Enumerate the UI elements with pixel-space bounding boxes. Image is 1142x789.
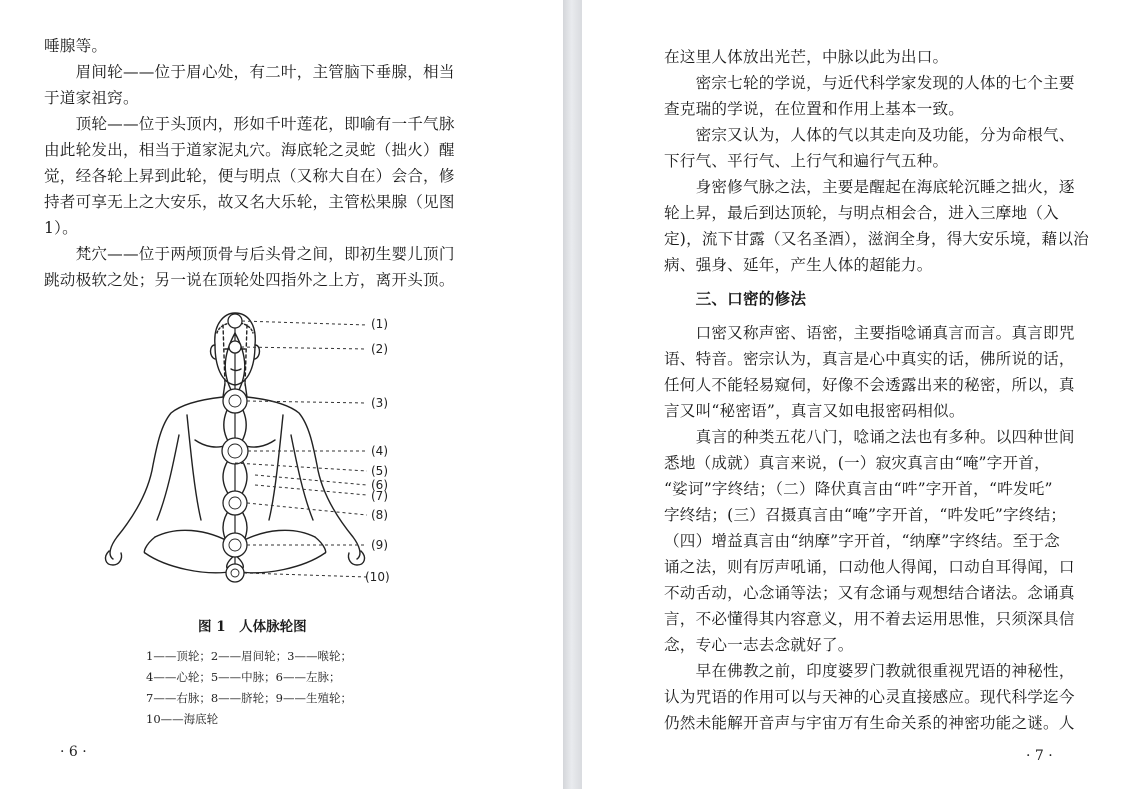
chakra-figure — [95, 305, 395, 595]
paragraph — [44, 59, 455, 111]
text-line: 持者可享无上之大安乐，故又名大乐轮，主管松果腺（见图 — [44, 193, 455, 211]
text-line: 眉间轮——位于眉心处，有二叶，主管脑下垂腺，相当 — [44, 63, 455, 81]
paragraph — [664, 320, 1075, 424]
page-number: · 7 · — [1026, 748, 1053, 764]
text-line: 顶轮——位于头顶内，形如千叶莲花，即喻有一千气脉 — [44, 115, 455, 133]
paragraph — [44, 241, 455, 293]
legend-row: 7——右脉；8——脐轮；9——生殖轮； — [146, 691, 352, 705]
figure-label: (1) — [371, 317, 388, 331]
paragraph — [664, 70, 1075, 122]
text-line: 言又叫“秘密语”，真言又如电报密码相似。 — [664, 402, 965, 420]
chakra-illustration — [95, 305, 395, 595]
text-line: 定)，流下甘露（又名圣酒），滋润全身，得大安乐境，藉以治 — [664, 230, 1089, 248]
section-heading: 三、口密的修法 — [664, 289, 807, 308]
legend-row: 10——海底轮 — [146, 712, 219, 726]
text-line: 诵之法，则有厉声吼诵，口动他人得闻，口动自耳得闻，口 — [664, 558, 1075, 576]
figure-legend — [146, 646, 352, 730]
text-line: （四）增益真言由“纳摩”字开首，“纳摩”字终结。至于念 — [664, 532, 1060, 550]
text-line: 仍然未能解开音声与宇宙万有生命关系的神密功能之谜。人 — [664, 714, 1075, 732]
figure-label: (7) — [371, 489, 388, 503]
left-page — [0, 0, 563, 789]
text-line: 口密又称声密、语密，主要指唸诵真言而言。真言即咒 — [664, 324, 1075, 342]
text-line: 1）。 — [44, 219, 78, 237]
paragraph — [664, 174, 1089, 278]
text-line: 语、特音。密宗认为，真言是心中真实的话，佛所说的话， — [664, 350, 1075, 368]
text-line: 查克瑞的学说，在位置和作用上基本一致。 — [664, 100, 965, 118]
text-line: 任何人不能轻易窥伺，好像不会透露出来的秘密，所以，真 — [664, 376, 1075, 394]
text-line: 于道家祖窍。 — [44, 89, 139, 107]
figure-label: (3) — [371, 396, 388, 410]
text-line: 密宗又认为，人体的气以其走向及功能，分为命根气、 — [664, 126, 1075, 144]
paragraph — [664, 122, 1075, 174]
text-line: 字终结；(三）召摄真言由“唵”字开首，“吽发吒”字终结； — [664, 506, 1067, 524]
text-line: 言，不必懂得其内容意义，用不着去运用思惟，只须深具信 — [664, 610, 1075, 628]
figure-label: (9) — [371, 538, 388, 552]
paragraph — [44, 33, 107, 59]
figure-label: (8) — [371, 508, 388, 522]
text-line: 唾腺等。 — [44, 37, 108, 55]
text-line: 不动舌动，心念诵等法；又有念诵与观想结合诸法。念诵真 — [664, 584, 1075, 602]
legend-row: 4——心轮；5——中脉；6——左脉； — [146, 670, 341, 684]
figure-label: (2) — [371, 342, 388, 356]
text-line: 病、强身、延年，产生人体的超能力。 — [664, 256, 933, 274]
text-line: 觉，经各轮上昇到此轮，便与明点（又称大自在）会合，修 — [44, 167, 455, 185]
text-line: 悉地（成就）真言来说，(一）寂灾真言由“唵”字开首， — [664, 454, 1050, 472]
text-line: 轮上昇，最后到达顶轮，与明点相会合，进入三摩地（入 — [664, 204, 1059, 222]
page-number: · 6 · — [60, 744, 87, 760]
right-page — [582, 0, 1142, 789]
figure-label: (5) — [371, 464, 388, 478]
text-line: 跳动极软之处；另一说在顶轮处四指外之上方，离开头顶。 — [44, 271, 455, 289]
text-line: 在这里人体放出光芒，中脉以此为出口。 — [664, 48, 949, 66]
paragraph — [44, 111, 455, 241]
text-line: “娑诃”字终结；（二）降伏真言由“吽”字开首，“吽发吒” — [664, 480, 1053, 498]
page-gutter — [563, 0, 582, 789]
text-line: 身密修气脉之法，主要是醒起在海底轮沉睡之拙火，逐 — [664, 178, 1075, 196]
figure-label: (6) — [371, 478, 388, 492]
text-line: 梵穴——位于两颅顶骨与后头骨之间，即初生婴儿顶门 — [44, 245, 455, 263]
text-line: 真言的种类五花八门，唸诵之法也有多种。以四种世间 — [664, 428, 1075, 446]
text-line: 密宗七轮的学说，与近代科学家发现的人体的七个主要 — [664, 74, 1075, 92]
figure-label: (4) — [371, 444, 388, 458]
text-line: 念，专心一志去念就好了。 — [664, 636, 854, 654]
figure-caption: 图 1 人体脉轮图 — [198, 619, 307, 635]
text-line: 下行气、平行气、上行气和遍行气五种。 — [664, 152, 949, 170]
legend-row: 1——顶轮；2——眉间轮；3——喉轮； — [146, 649, 352, 663]
paragraph — [664, 658, 1075, 736]
text-line: 早在佛教之前，印度婆罗门教就很重视咒语的神秘性， — [664, 662, 1075, 680]
figure-label: (10) — [365, 570, 390, 584]
text-line: 认为咒语的作用可以与天神的心灵直接感应。现代科学迄今 — [664, 688, 1075, 706]
text-line: 由此轮发出，相当于道家泥丸穴。海底轮之灵蛇（拙火）醒 — [44, 141, 455, 159]
paragraph — [664, 424, 1075, 658]
paragraph — [664, 44, 948, 70]
